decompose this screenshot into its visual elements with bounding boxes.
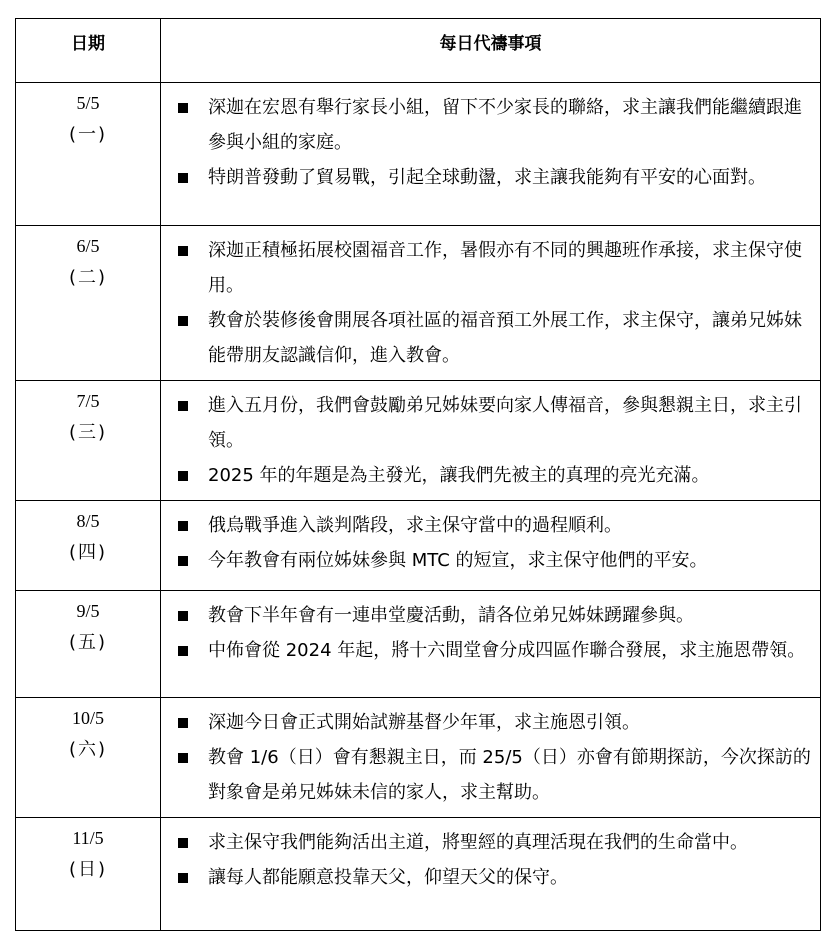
table-header-row bbox=[16, 19, 821, 83]
square-bullet-icon bbox=[178, 838, 188, 848]
prayer-table bbox=[15, 18, 821, 931]
date-text: 10/5 bbox=[71, 708, 104, 728]
table-row bbox=[16, 226, 821, 381]
weekday-text: (五) bbox=[68, 632, 108, 653]
prayer-list bbox=[162, 382, 819, 499]
prayer-item-text: 求主保守我們能夠活出主道，將聖經的真理活現在我們的生命當中。 bbox=[208, 832, 748, 853]
table-row bbox=[16, 83, 821, 226]
items-cell bbox=[161, 226, 821, 381]
list-item bbox=[208, 303, 811, 373]
list-item bbox=[208, 860, 811, 895]
prayer-item-text: 教會下半年會有一連串堂慶活動，請各位弟兄姊妹踴躍參與。 bbox=[208, 605, 694, 626]
square-bullet-icon bbox=[178, 246, 188, 256]
prayer-item-text: 俄烏戰爭進入談判階段，求主保守當中的過程順利。 bbox=[208, 515, 622, 536]
square-bullet-icon bbox=[178, 873, 188, 883]
table-row bbox=[16, 818, 821, 931]
prayer-list bbox=[162, 84, 819, 201]
items-cell bbox=[161, 381, 821, 501]
list-item bbox=[208, 160, 811, 195]
prayer-list bbox=[162, 819, 819, 901]
date-cell bbox=[16, 226, 161, 381]
square-bullet-icon bbox=[178, 173, 188, 183]
table-row bbox=[16, 698, 821, 818]
prayer-item-text: 讓每人都能願意投靠天父，仰望天父的保守。 bbox=[208, 867, 568, 888]
square-bullet-icon bbox=[178, 646, 188, 656]
list-item bbox=[208, 508, 811, 543]
prayer-item-text: 2025 年的年題是為主發光，讓我們先被主的真理的亮光充滿。 bbox=[208, 465, 710, 486]
items-cell bbox=[161, 698, 821, 818]
list-item bbox=[208, 825, 811, 860]
date-text: 6/5 bbox=[76, 236, 100, 256]
date-text: 11/5 bbox=[72, 828, 104, 848]
weekday-text: (六) bbox=[68, 739, 108, 760]
header-date: 日期 bbox=[16, 19, 161, 83]
prayer-list bbox=[162, 699, 819, 816]
prayer-item-text: 深迦在宏恩有舉行家長小組，留下不少家長的聯絡，求主讓我們能繼續跟進參與小組的家庭。 bbox=[208, 97, 802, 153]
items-cell bbox=[161, 591, 821, 698]
date-cell bbox=[16, 501, 161, 591]
list-item bbox=[208, 598, 811, 633]
table-row bbox=[16, 591, 821, 698]
square-bullet-icon bbox=[178, 556, 188, 566]
date-text: 8/5 bbox=[76, 511, 100, 531]
prayer-list bbox=[162, 592, 819, 674]
prayer-item-text: 深迦正積極拓展校園福音工作，暑假亦有不同的興趣班作承接，求主保守使用。 bbox=[208, 240, 802, 296]
prayer-item-text: 今年教會有兩位姊妹參與 MTC 的短宣，求主保守他們的平安。 bbox=[208, 550, 708, 571]
header-items: 每日代禱事項 bbox=[161, 19, 821, 83]
weekday-text: (一) bbox=[68, 124, 108, 145]
date-cell bbox=[16, 381, 161, 501]
list-item bbox=[208, 633, 811, 668]
table-row bbox=[16, 381, 821, 501]
weekday-text: (二) bbox=[68, 267, 108, 288]
date-cell bbox=[16, 83, 161, 226]
prayer-schedule bbox=[15, 18, 821, 931]
square-bullet-icon bbox=[178, 401, 188, 411]
prayer-item-text: 特朗普發動了貿易戰，引起全球動盪，求主讓我能夠有平安的心面對。 bbox=[208, 167, 766, 188]
weekday-text: (三) bbox=[68, 422, 108, 443]
prayer-item-text: 教會 1/6（日）會有懇親主日，而 25/5（日）亦會有節期探訪，今次探訪的對象會是弟兄姊妹未信的家人，求主幫助。 bbox=[208, 747, 811, 803]
date-cell bbox=[16, 591, 161, 698]
weekday-text: (四) bbox=[68, 542, 108, 563]
square-bullet-icon bbox=[178, 103, 188, 113]
list-item bbox=[208, 458, 811, 493]
list-item bbox=[208, 90, 811, 160]
list-item bbox=[208, 543, 811, 578]
prayer-item-text: 深迦今日會正式開始試辦基督少年軍，求主施恩引領。 bbox=[208, 712, 640, 733]
weekday-text: (日) bbox=[68, 859, 108, 880]
list-item bbox=[208, 705, 811, 740]
prayer-list bbox=[162, 227, 819, 379]
date-cell bbox=[16, 818, 161, 931]
table-body bbox=[16, 83, 821, 931]
items-cell bbox=[161, 83, 821, 226]
prayer-item-text: 教會於裝修後會開展各項社區的福音預工外展工作，求主保守，讓弟兄姊妹能帶朋友認識信仰，進入教會。 bbox=[208, 310, 802, 366]
square-bullet-icon bbox=[178, 611, 188, 621]
prayer-list bbox=[162, 502, 819, 584]
date-cell bbox=[16, 698, 161, 818]
date-text: 5/5 bbox=[76, 93, 100, 113]
prayer-item-text: 中佈會從 2024 年起，將十六間堂會分成四區作聯合發展，求主施恩帶領。 bbox=[208, 640, 806, 661]
square-bullet-icon bbox=[178, 471, 188, 481]
date-text: 9/5 bbox=[76, 601, 100, 621]
list-item bbox=[208, 388, 811, 458]
table-row bbox=[16, 501, 821, 591]
prayer-item-text: 進入五月份，我們會鼓勵弟兄姊妹要向家人傳福音，參與懇親主日，求主引領。 bbox=[208, 395, 802, 451]
square-bullet-icon bbox=[178, 753, 188, 763]
items-cell bbox=[161, 501, 821, 591]
items-cell bbox=[161, 818, 821, 931]
list-item bbox=[208, 740, 811, 810]
square-bullet-icon bbox=[178, 718, 188, 728]
square-bullet-icon bbox=[178, 521, 188, 531]
list-item bbox=[208, 233, 811, 303]
square-bullet-icon bbox=[178, 316, 188, 326]
date-text: 7/5 bbox=[76, 391, 100, 411]
